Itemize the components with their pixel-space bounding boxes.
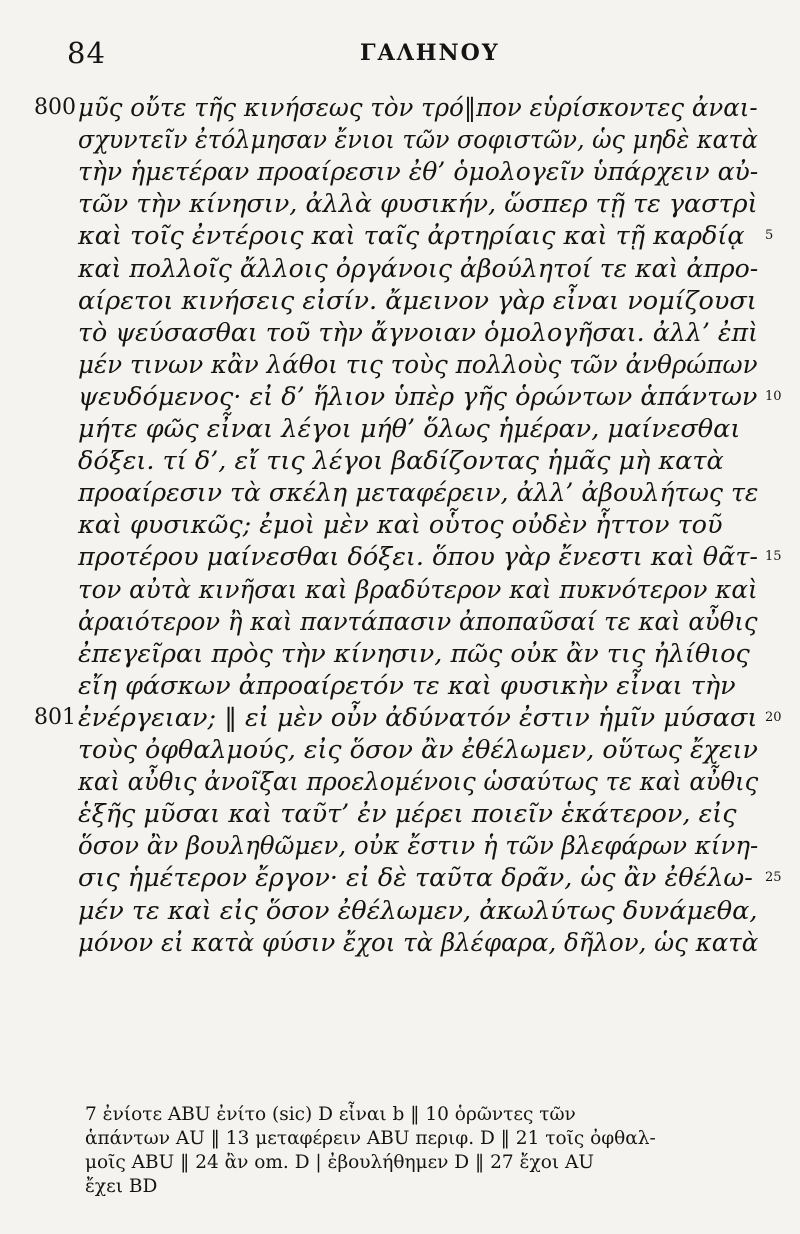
running-title: ΓΑΛΗΝΟΥ <box>360 40 500 66</box>
line-number: 25 <box>765 870 782 886</box>
line-text: τὴν ἡμετέραν προαίρεσιν ἐθ’ ὁμολογεῖν ὑπάρχειν αὐ- <box>78 157 759 188</box>
line-text: καὶ αὖθις ἀνοῖξαι προελομένοις ὡσαύτως τε καὶ αὖθις <box>78 767 759 798</box>
line-text: σις ἡμέτερον ἔργον· εἰ δὲ ταῦτα δρᾶν, ὡς ἂν ἐθέλω- <box>78 863 753 894</box>
line-text: μῦς οὔτε τῆς κινήσεως τὸν τρό‖πον εὑρίσκοντες ἀναι- <box>78 93 758 123</box>
line-text: προαίρεσιν τὰ σκέλη μεταφέρειν, ἀλλ’ ἀβουλήτως τε <box>78 478 759 509</box>
line-number: 5 <box>765 228 774 244</box>
page-marker: 800 <box>34 95 76 120</box>
line-text: ἐνέργειαν; ‖ εἰ μὲν οὖν ἀδύνατόν ἐστιν ἡμῖν μύσασι <box>78 702 758 733</box>
line-text: τῶν τὴν κίνησιν, ἀλλὰ φυσικήν, ὥσπερ τῇ τε γαστρὶ <box>78 189 758 220</box>
line-number: 10 <box>765 388 782 404</box>
line-text: τὸ ψεύσασθαι τοῦ τὴν ἄγνοιαν ὁμολογῆσαι. ἀλλ’ ἐπὶ <box>78 317 758 348</box>
line-number: 15 <box>765 549 782 565</box>
line-text: ὅσον ἂν βουληθῶμεν, οὐκ ἔστιν ἡ τῶν βλεφάρων κίνη- <box>78 831 759 862</box>
line-text: αίρετοι κινήσεις εἰσίν. ἄμεινον γὰρ εἶναι νομίζουσι <box>78 285 757 316</box>
page-marker: 801 <box>34 704 76 730</box>
line-text: μόνον εἰ κατὰ φύσιν ἔχοι τὰ βλέφαρα, δῆλον, ὡς κατὰ <box>78 927 759 958</box>
apparatus-line: ἁπάντων AU ‖ 13 μεταφέρειν ABU περιφ. D ‖ 21 τοῖς ὀφθαλ- <box>85 1128 656 1149</box>
line-text: εἴη φάσκων ἀπροαίρετόν τε καὶ φυσικὴν εἶναι τὴν <box>78 670 736 701</box>
line-text: μέν τινων κἂν λάθοι τις τοὺς πολλοὺς τῶν ἀνθρώπων <box>78 349 758 380</box>
line-text: προτέρου μαίνεσθαι δόξει. ὅπου γὰρ ἔνεστι καὶ θᾶτ- <box>78 542 759 573</box>
line-text: σχυντεῖν ἐτόλμησαν ἔνιοι τῶν σοφιστῶν, ὡς μηδὲ κατὰ <box>78 125 758 156</box>
line-text: μέν τε καὶ εἰς ὅσον ἐθέλωμεν, ἀκωλύτως δυνάμεθα, <box>78 895 758 926</box>
line-text: καὶ τοῖς ἐντέροις καὶ ταῖς ἀρτηρίαις καὶ τῇ καρδίᾳ <box>78 221 745 252</box>
line-text: ἀραιότερον ἢ καὶ παντάπασιν ἀποπαῦσαί τε καὶ αὖθις <box>78 606 758 637</box>
line-text: καὶ πολλοῖς ἄλλοις ὀργάνοις ἀβούλητοί τε καὶ ἀπρο- <box>78 253 759 284</box>
line-text: ψευδόμενος· εἰ δ’ ἥλιον ὑπὲρ γῆς ὁρώντων ἁπάντων <box>78 381 758 412</box>
line-text: τον αὐτὰ κινῆσαι καὶ βραδύτερον καὶ πυκνότερον καὶ <box>78 574 758 605</box>
page-number: 84 <box>67 36 106 70</box>
line-text: ἑξῆς μῦσαι καὶ ταῦτ’ ἐν μέρει ποιεῖν ἑκάτερον, εἰς <box>78 799 737 830</box>
line-number: 20 <box>765 709 782 725</box>
line-text: τοὺς ὀφθαλμούς, εἰς ὅσον ἂν ἐθέλωμεν, οὕτως ἔχειν <box>78 735 758 765</box>
apparatus-line: μοῖς ABU ‖ 24 ἂν om. D | ἐβουλήθημεν D ‖ 27 ἔχοι AU <box>85 1152 594 1173</box>
line-text: ἐπεγεῖραι πρὸς τὴν κίνησιν, πῶς οὐκ ἂν τις ἠλίθιος <box>78 638 750 669</box>
line-text: μήτε φῶς εἶναι λέγοι μήθ’ ὅλως ἡμέραν, μαίνεσθαι <box>78 414 741 444</box>
apparatus-line: 7 ἐνίοτε ABU ἐνίτο (sic) D εἶναι b ‖ 10 ὁρῶντες τῶν <box>85 1104 576 1125</box>
line-text: δόξει. τί δ’, εἴ τις λέγοι βαδίζοντας ἡμᾶς μὴ κατὰ <box>78 446 724 477</box>
line-text: καὶ φυσικῶς; ἐμοὶ μὲν καὶ οὗτος οὐδὲν ἧττον τοῦ <box>78 510 723 541</box>
apparatus-line: ἔχει BD <box>85 1176 158 1197</box>
